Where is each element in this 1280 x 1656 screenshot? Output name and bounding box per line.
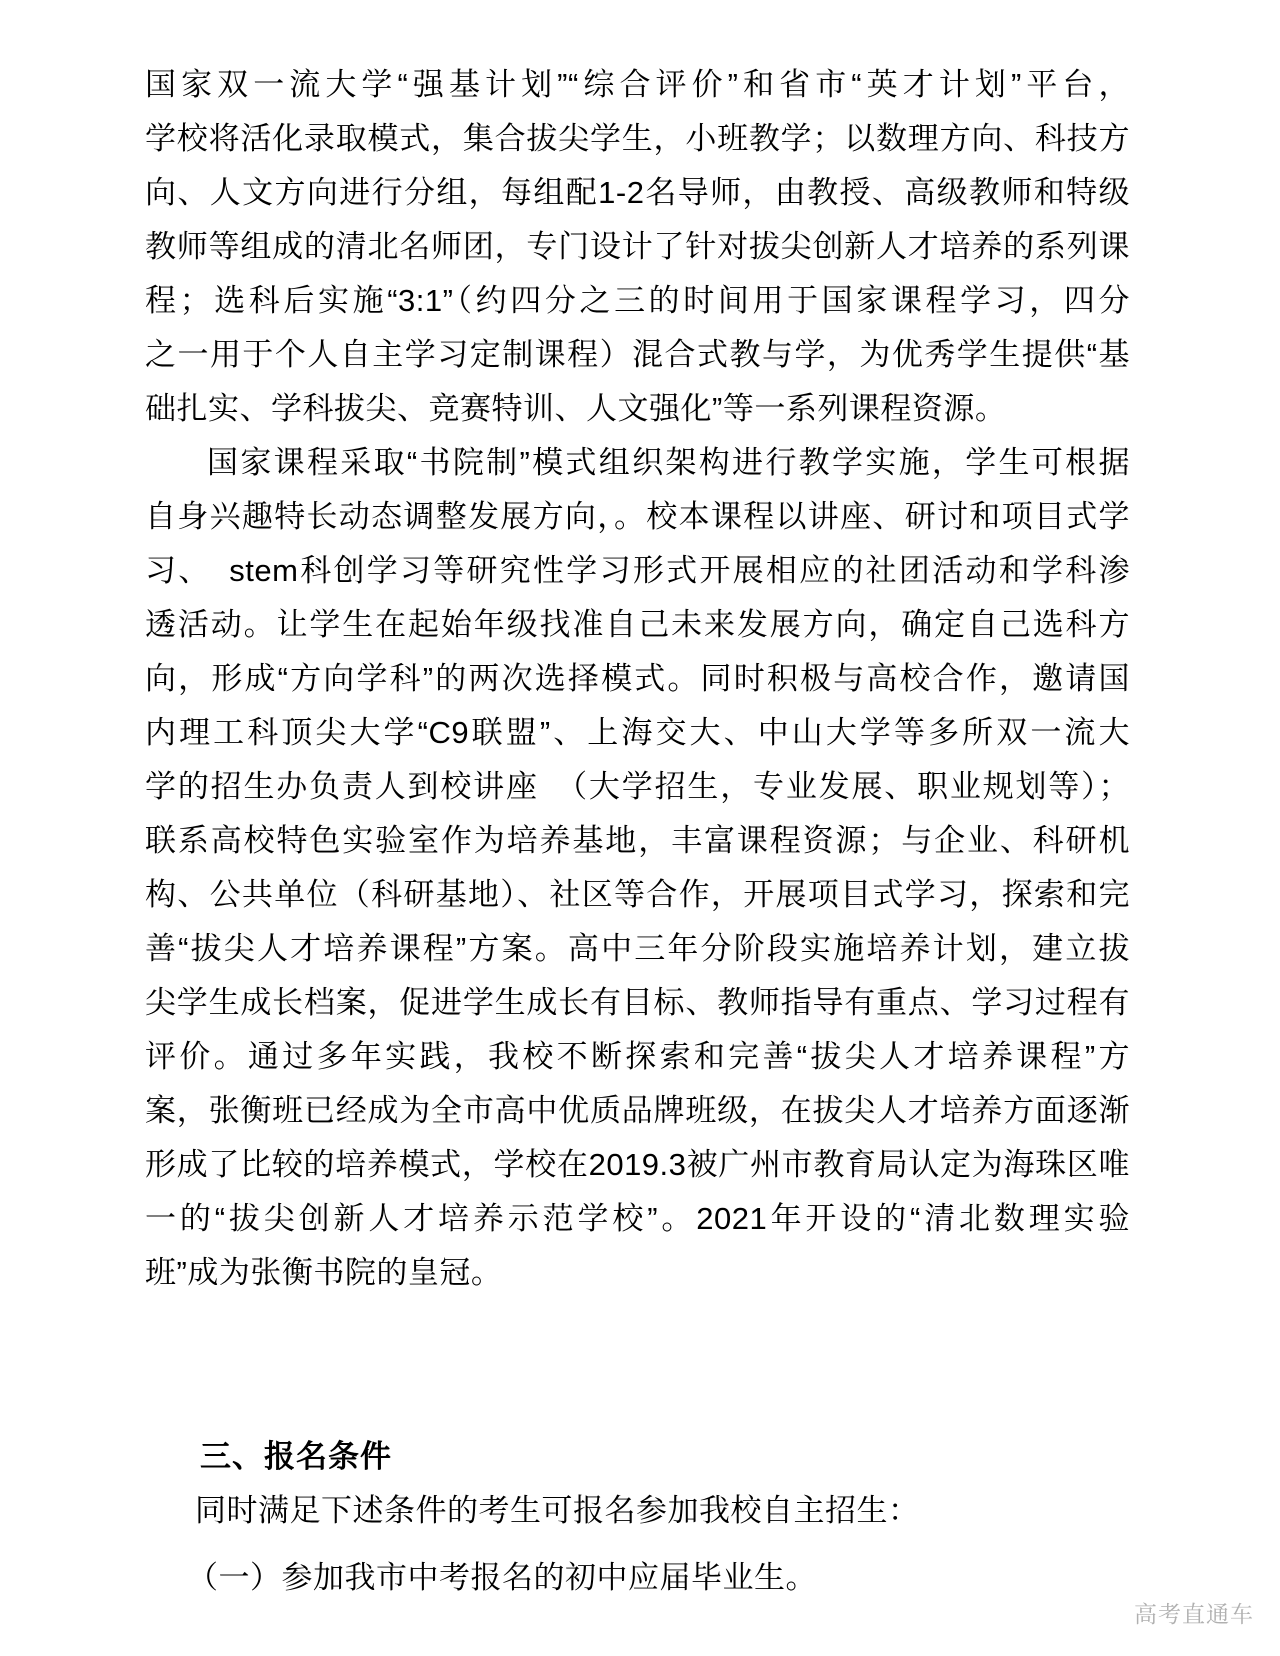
- text-line: 向、人文方向进行分组，每组配1-2名导师，由教授、高级教师和特级: [145, 175, 1130, 210]
- text-line: 之一用于个人自主学习定制课程）混合式教与学，为优秀学生提供“基: [145, 337, 1130, 372]
- text-line: 向，形成“方向学科”的两次选择模式。同时积极与高校合作，邀请国: [145, 661, 1130, 696]
- text-line: 教师等组成的清北名师团，专门设计了针对拔尖创新人才培养的系列课: [145, 229, 1130, 264]
- text-line: 透活动。让学生在起始年级找准自己未来发展方向，确定自己选科方: [145, 607, 1130, 642]
- paragraph-national-curriculum: [145, 436, 1130, 1300]
- text-line: 学校将活化录取模式，集合拔尖学生，小班教学；以数理方向、科技方: [145, 121, 1130, 156]
- text-line: 习、 stem科创学习等研究性学习形式开展相应的社团活动和学科渗: [145, 553, 1130, 588]
- requirement-item-1: （一）参加我市中考报名的初中应届毕业生。: [187, 1560, 817, 1595]
- text-line: 班”成为张衡书院的皇冠。: [145, 1255, 503, 1290]
- text-line: 学的招生办负责人到校讲座 （大学招生，专业发展、职业规划等）；: [145, 769, 1130, 804]
- document-body: [145, 58, 1130, 1605]
- text-line: 自身兴趣特长动态调整发展方向，。校本课程以讲座、研讨和项目式学: [145, 499, 1130, 534]
- text-line: 程；选科后实施“3:1”（约四分之三的时间用于国家课程学习，四分: [145, 283, 1130, 318]
- text-line: 国家课程采取“书院制”模式组织架构进行教学实施，学生可根据: [207, 445, 1130, 480]
- text-line: 础扎实、学科拔尖、竞赛特训、人文强化”等一系列课程资源。: [145, 391, 1007, 426]
- text-line: 一的“拔尖创新人才培养示范学校”。2021年开设的“清北数理实验: [145, 1201, 1130, 1236]
- text-line: 内理工科顶尖大学“C9联盟”、上海交大、中山大学等多所双一流大: [145, 715, 1130, 750]
- text-line: 案，张衡班已经成为全市高中优质品牌班级，在拔尖人才培养方面逐渐: [145, 1093, 1130, 1128]
- text-line: 善“拔尖人才培养课程”方案。高中三年分阶段实施培养计划，建立拔: [145, 931, 1130, 966]
- text-line: 联系高校特色实验室作为培养基地，丰富课程资源；与企业、科研机: [145, 823, 1130, 858]
- watermark-gaokao-zhitongche: 高考直通车: [1134, 1601, 1254, 1627]
- paragraph-continuation: [145, 58, 1130, 436]
- text-line: 尖学生成长档案，促进学生成长有目标、教师指导有重点、学习过程有: [145, 985, 1130, 1020]
- text-line: 国家双一流大学“强基计划”“综合评价”和省市“英才计划”平台，: [145, 67, 1130, 102]
- text-line: 评价。通过多年实践，我校不断探索和完善“拔尖人才培养课程”方: [145, 1039, 1130, 1074]
- text-line: 形成了比较的培养模式，学校在2019.3被广州市教育局认定为海珠区唯: [145, 1147, 1130, 1182]
- section-intro-text: 同时满足下述条件的考生可报名参加我校自主招生：: [195, 1493, 920, 1528]
- section-heading-application-requirements: 三、报名条件: [200, 1439, 392, 1474]
- text-line: 构、公共单位（科研基地）、社区等合作，开展项目式学习，探索和完: [145, 877, 1130, 912]
